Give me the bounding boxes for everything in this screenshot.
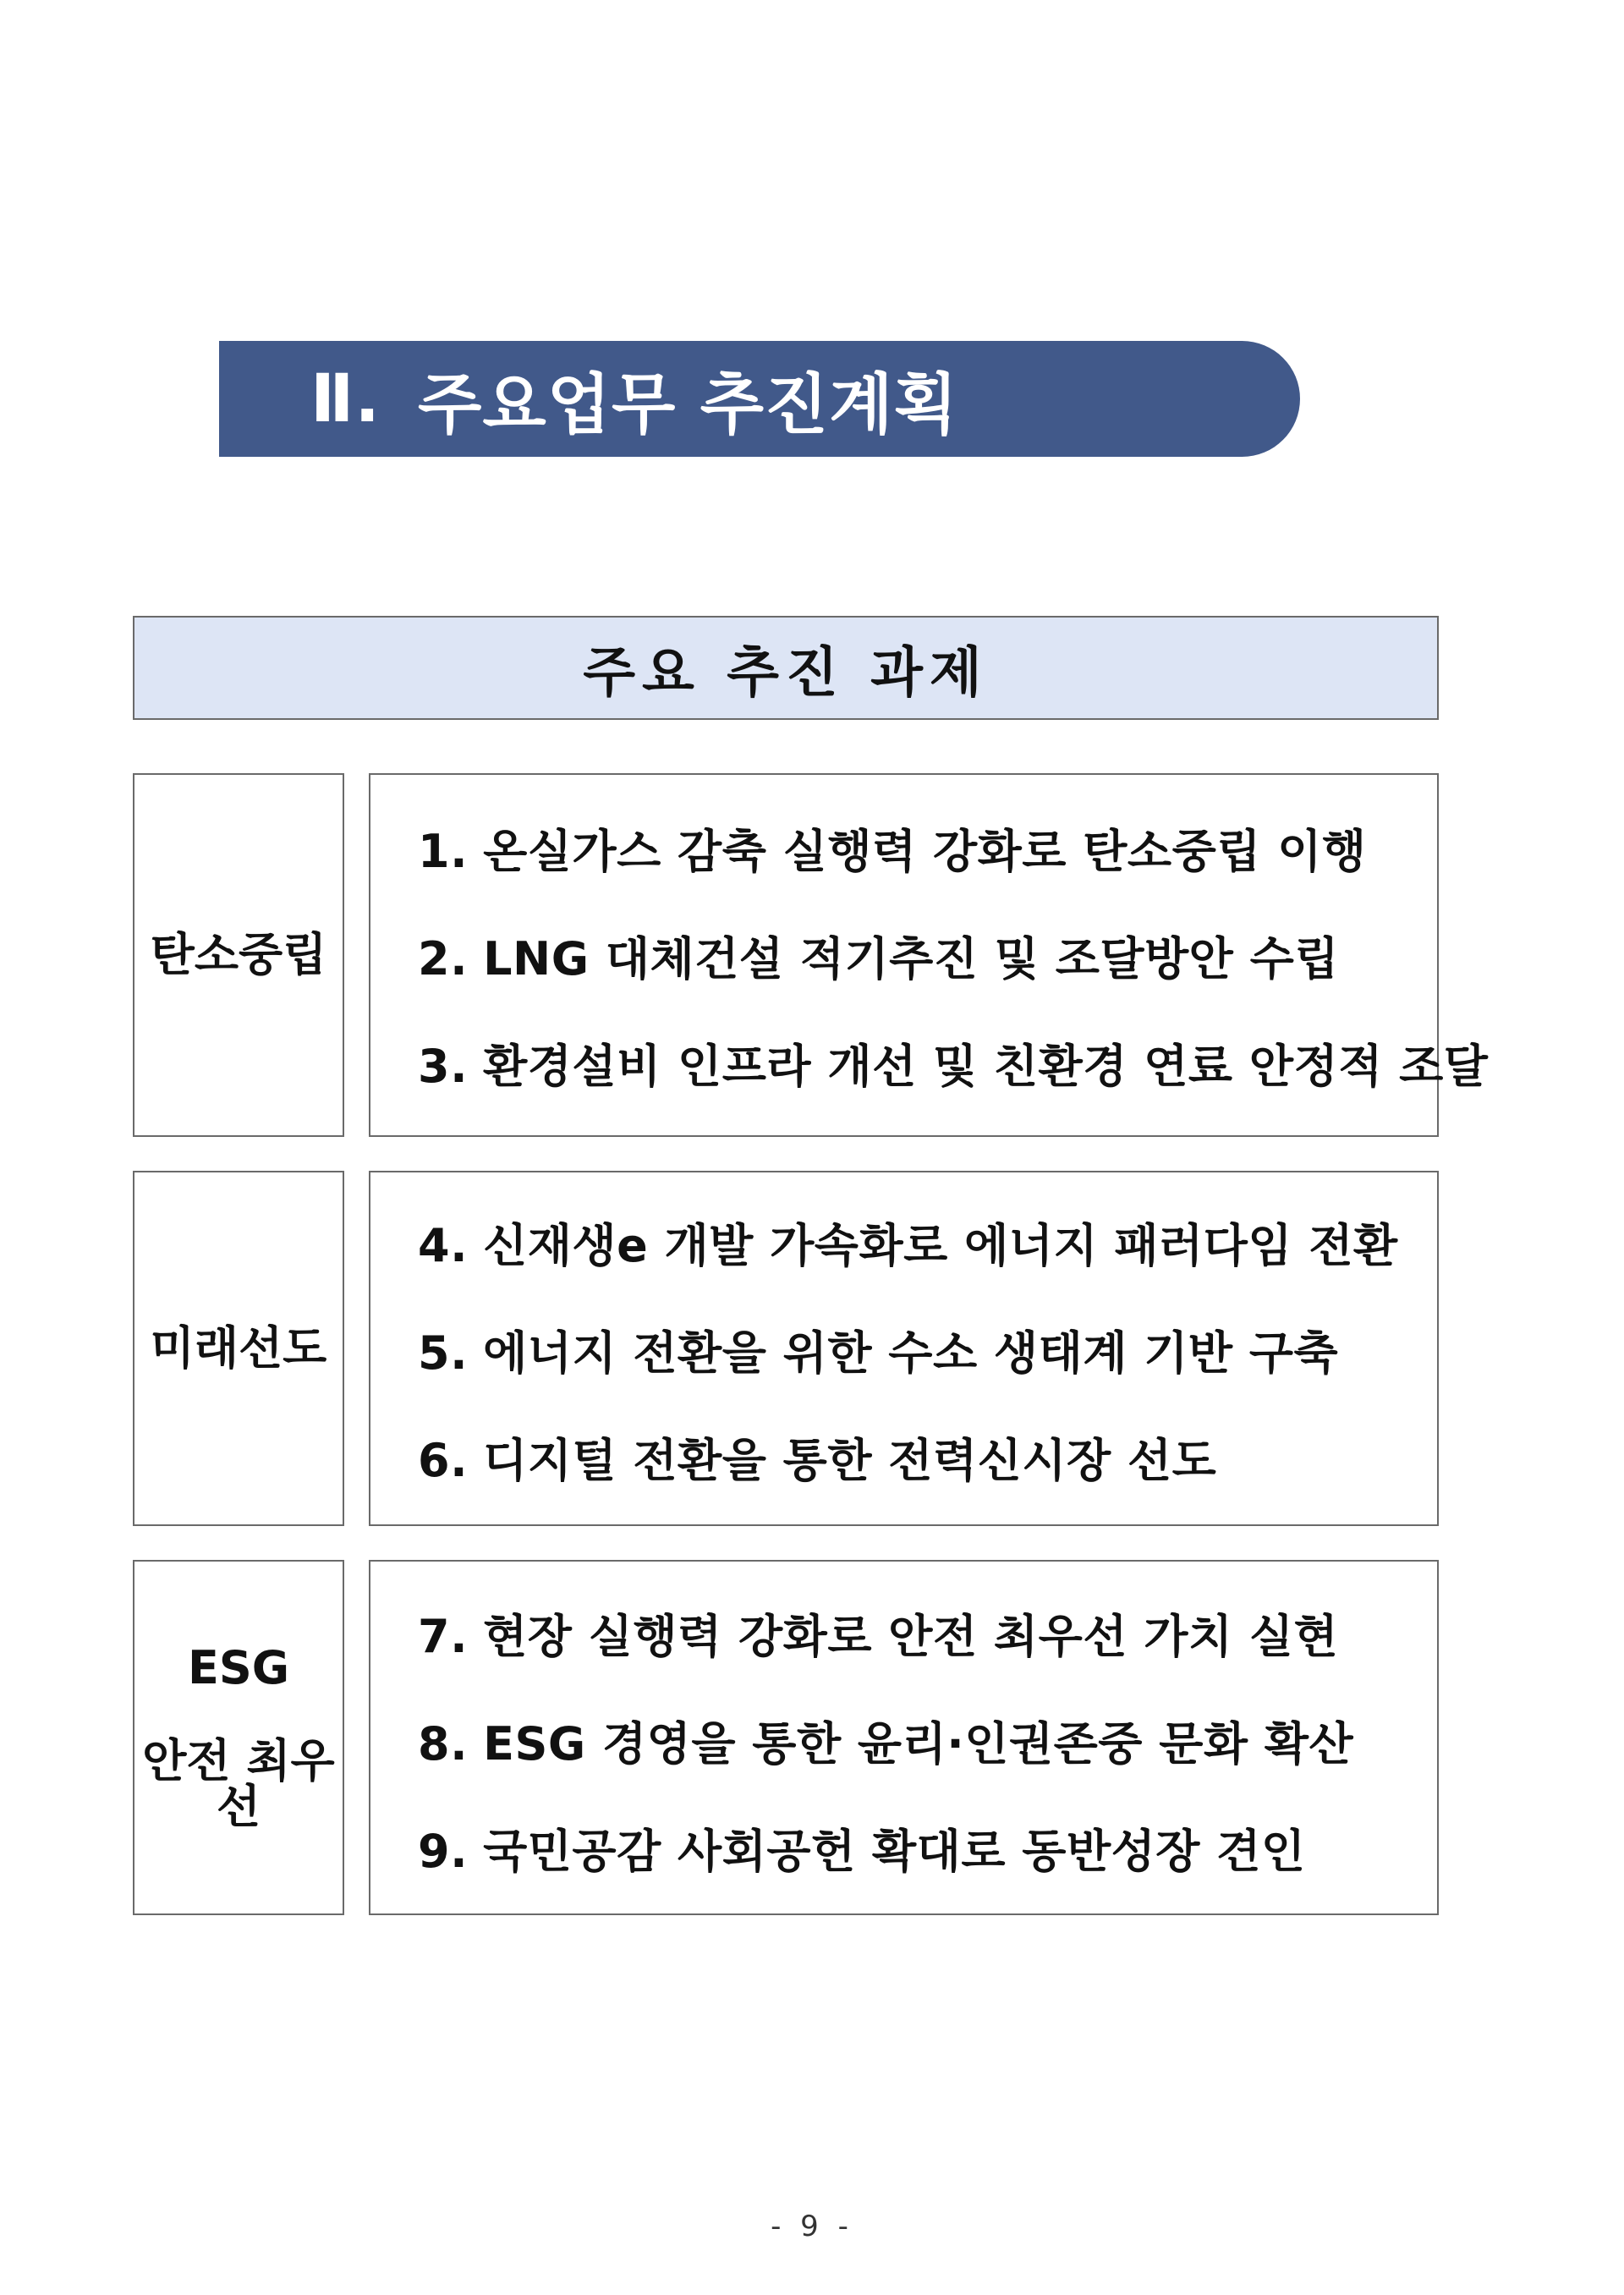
task-number: 7. — [418, 1610, 469, 1663]
category-box-carbon-neutral — [133, 773, 344, 1137]
task-number: 9. — [418, 1825, 469, 1878]
task-number: 6. — [418, 1434, 469, 1487]
category-label: 미래선도 — [150, 1321, 327, 1375]
section-title: 주요업무 추진계획 — [418, 366, 958, 443]
task-text: 신재생e 개발 가속화로 에너지 패러다임 전환 — [483, 1219, 1398, 1272]
subtitle-text: 주요 추진 과제 — [583, 641, 989, 705]
task-text: 환경설비 인프라 개선 및 친환경 연료 안정적 조달 — [483, 1040, 1489, 1093]
task-item — [418, 1434, 1217, 1487]
category-label-line2: 안전 최우선 — [142, 1734, 335, 1833]
category-label-line1: ESG — [187, 1641, 290, 1694]
task-number: 2. — [418, 932, 469, 986]
subtitle-box — [133, 616, 1439, 720]
task-number: 3. — [418, 1040, 469, 1093]
task-box-carbon-neutral — [369, 773, 1489, 1137]
task-number: 5. — [418, 1326, 469, 1380]
task-box-esg-safety — [369, 1560, 1439, 1915]
task-text: 현장 실행력 강화로 안전 최우선 가치 실현 — [483, 1610, 1339, 1663]
task-item — [418, 1040, 1489, 1093]
task-text: 디지털 전환을 통한 전력신시장 선도 — [483, 1434, 1217, 1487]
task-number: 8. — [418, 1717, 469, 1771]
task-item — [418, 1326, 1339, 1380]
task-box-future-leading — [369, 1171, 1439, 1526]
task-text: ESG 경영을 통한 윤리·인권존중 문화 확산 — [483, 1717, 1354, 1771]
task-number: 1. — [418, 825, 469, 878]
task-text: LNG 대체건설 적기추진 및 조달방안 수립 — [483, 932, 1339, 986]
category-box-esg-safety — [133, 1560, 344, 1915]
task-number: 4. — [418, 1219, 469, 1272]
task-text: 에너지 전환을 위한 수소 생태계 기반 구축 — [483, 1326, 1339, 1380]
section-banner — [219, 341, 1300, 457]
category-box-future-leading — [133, 1171, 344, 1526]
page-number: - 9 - — [771, 2210, 853, 2243]
task-text: 국민공감 사회공헌 확대로 동반성장 견인 — [483, 1825, 1306, 1878]
task-text: 온실가스 감축 실행력 강화로 탄소중립 이행 — [483, 825, 1367, 878]
task-item — [418, 932, 1339, 986]
task-item — [418, 1219, 1398, 1272]
section-number: Ⅱ. — [310, 360, 381, 437]
task-item — [418, 825, 1367, 878]
task-item — [418, 1610, 1339, 1663]
category-label: 탄소중립 — [150, 928, 327, 981]
task-item — [418, 1717, 1354, 1771]
task-item — [418, 1825, 1306, 1878]
